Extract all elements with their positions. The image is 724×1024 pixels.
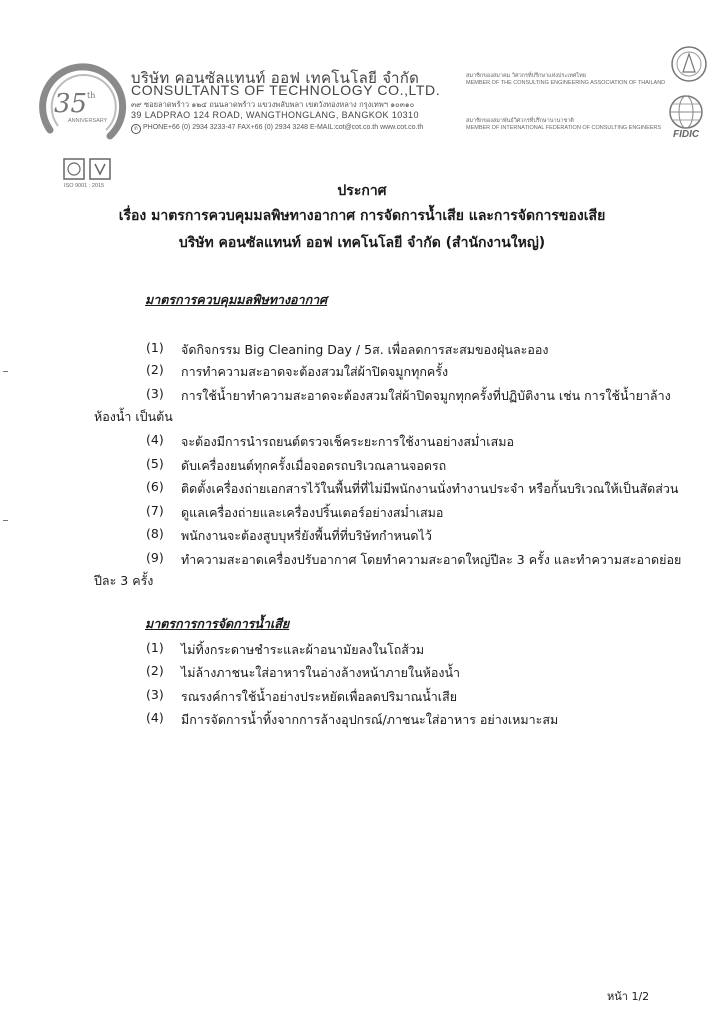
scan-margin-mark [3,520,8,521]
iso-label: ISO 9001 : 2015 [64,183,105,189]
section-air-pollution-title: มาตรการควบคุมมลพิษทางอากาศ [145,292,328,307]
fidic-text: FIDIC [673,129,700,140]
scan-margin-mark [3,371,8,372]
cea-seal-icon [669,44,709,88]
address-th: ๓๙ ซอยลาดพร้าว ๑๒๔ ถนนลาดพร้าว แขวงพลับพลา เขตวังทองหลาง กรุงเทพฯ ๑๐๓๑๐ [131,100,415,109]
item-text: จะต้องมีการนำรถยนต์ตรวจเช็คระยะการใช้งานอย่างสม่ำเสมอ [181,434,514,449]
company-heading: บริษัท คอนซัลแทนท์ ออฟ เทคโนโลยี จำกัด (สำนักงานใหญ่) [178,235,546,251]
company-logo [32,52,128,148]
item-text: ดับเครื่องยนต์ทุกครั้งเมื่อจอดรถบริเวณลานจอดรถ [181,458,447,473]
item-text: รณรงค์การใช้น้ำอย่างประหยัดเพื่อลดปริมาณน้ำเสีย [181,689,458,704]
item-number: (3) [146,386,164,401]
item-number: (1) [146,640,164,655]
subject-heading: เรื่อง มาตรการควบคุมมลพิษทางอากาศ การจัดการน้ำเสีย และการจัดการของเสีย [118,208,606,224]
company-name-en: CONSULTANTS OF TECHNOLOGY CO.,LTD. [131,82,441,98]
iso-cert-icon [64,159,84,179]
fidic-globe-icon [664,92,708,140]
item-text: จัดกิจกรรม Big Cleaning Day / 5ส. เพื่อลดการสะสมของฝุ่นละออง [181,342,549,357]
assoc-fidic-en: MEMBER OF INTERNATIONAL FEDERATION OF CONSULTING ENGINEERS [466,125,662,131]
item-number: (9) [146,550,164,565]
item-number: (3) [146,687,164,702]
ukas-cert-icon [90,159,110,179]
item-number: (4) [146,432,164,447]
item-text: ดูแลเครื่องถ่ายและเครื่องปริ้นเตอร์อย่างสม่ำเสมอ [181,505,444,520]
item-number: (5) [146,456,164,471]
address-en: 39 LADPRAO 124 ROAD, WANGTHONGLANG, BANGKOK 10310 [131,110,419,120]
logo-th-text: th [87,91,96,100]
item-text: การใช้น้ำยาทำความสะอาดจะต้องสวมใส่ผ้าปิดจมูกทุกครั้งที่ปฏิบัติงาน เช่น การใช้น้ำยาล้าง [181,388,671,403]
item-text: พนักงานจะต้องสูบบุหรี่ยังพื้นที่ที่บริษัทกำหนดไว้ [181,528,432,543]
item-continuation: ปีละ 3 ครั้ง [94,573,154,588]
assoc-fidic-th: สมาชิกของสมาพันธ์วิศวกรที่ปรึกษานานาชาติ [466,118,574,124]
phone-icon: ✆ [131,124,141,134]
item-text: ทำความสะอาดเครื่องปรับอากาศ โดยทำความสะอาดใหญ่ปีละ 3 ครั้ง และทำความสะอาดย่อย [181,552,682,567]
item-text: มีการจัดการน้ำทิ้งจากการล้างอุปกรณ์/ภาชนะใส่อาหาร อย่างเหมาะสม [181,712,559,727]
item-continuation: ห้องน้ำ เป็นต้น [94,409,173,424]
item-text: การทำความสะอาดจะต้องสวมใส่ผ้าปิดจมูกทุกครั้ง [181,364,449,379]
item-text: ไม่ล้างภาชนะใส่อาหารในอ่างล้างหน้าภายในห้องน้ำ [181,665,461,680]
logo-35-text: 35 [54,89,88,119]
item-text: ไม่ทิ้งกระดาษชำระและผ้าอนามัยลงในโถส้วม [181,642,425,657]
page-number: หน้า 1/2 [607,990,650,1003]
item-number: (1) [146,340,164,355]
logo-anniversary-text: ANNIVERSARY [68,118,108,124]
item-number: (7) [146,503,164,518]
item-text: ติดตั้งเครื่องถ่ายเอกสารไว้ในพื้นที่ที่ไม่มีพนักงานนั่งทำงานประจำ หรือกั้นบริเวณให้เป็นสัดส่วน [181,481,679,496]
item-number: (4) [146,710,164,725]
item-number: (8) [146,526,164,541]
item-number: (6) [146,479,164,494]
section-wastewater-title: มาตรการการจัดการน้ำเสีย [145,616,290,631]
contact-text: PHONE+66 (0) 2934 3233-47 FAX+66 (0) 2934 3248 E-MAIL:cot@cot.co.th www.cot.co.th [143,124,424,131]
announcement-title: ประกาศ [337,183,387,199]
assoc-cea-en: MEMBER OF THE CONSULTING ENGINEERING ASSOCIATION OF THAILAND [466,80,666,86]
assoc-cea-th: สมาชิกของสมาคม วิศวกรที่ปรึกษาแห่งประเทศไทย [466,73,586,79]
item-number: (2) [146,362,164,377]
company-name-th: บริษัท คอนซัลแทนท์ ออฟ เทคโนโลยี จำกัด [131,69,420,87]
contact-line [131,124,423,134]
item-number: (2) [146,663,164,678]
